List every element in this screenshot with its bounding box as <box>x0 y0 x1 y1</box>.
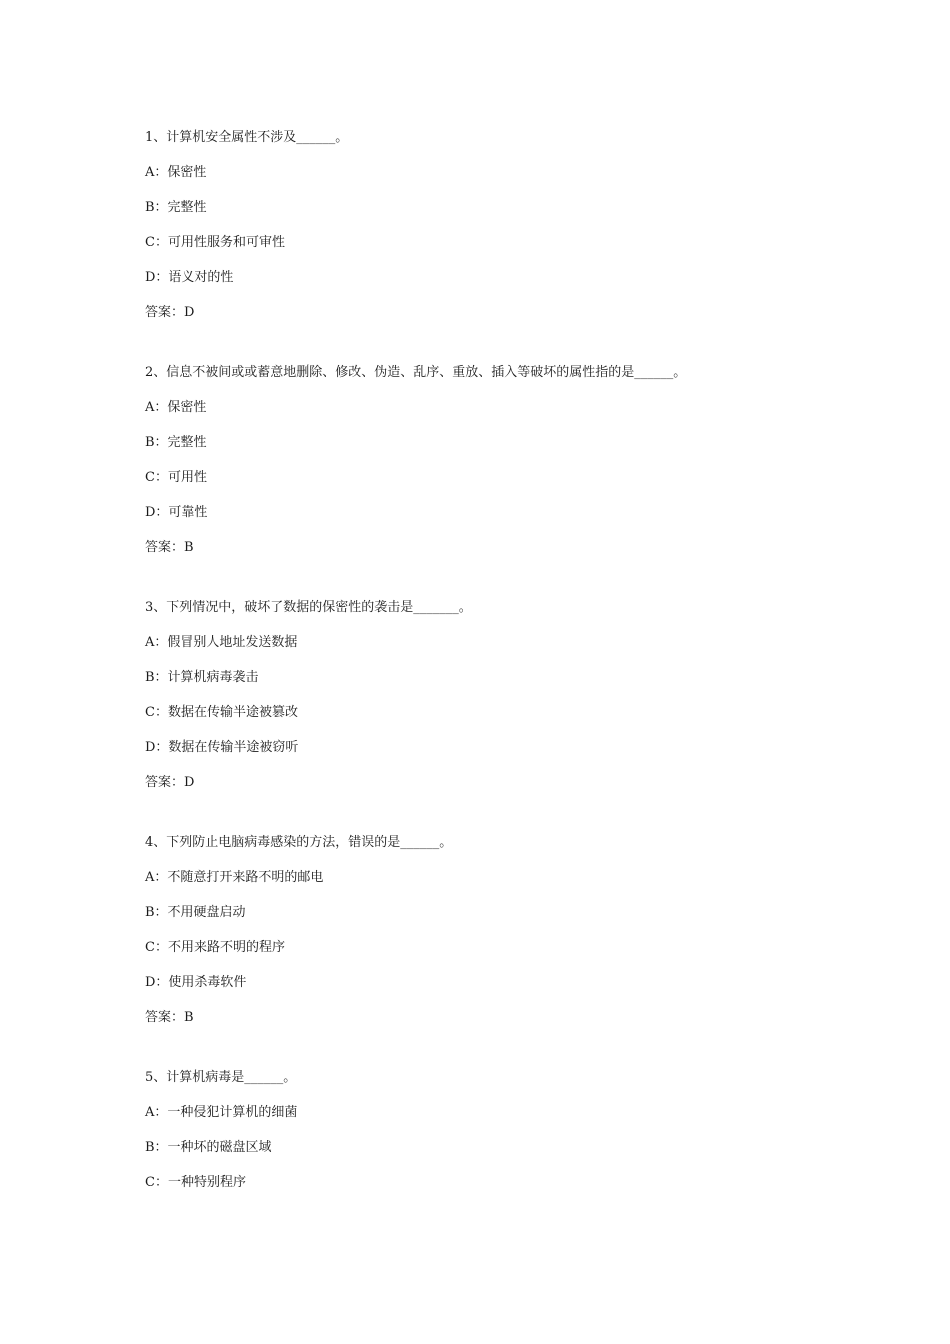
answer: 答案：B <box>145 540 194 555</box>
question-1 <box>145 124 845 334</box>
question-4 <box>145 829 845 1039</box>
question-5 <box>145 1064 845 1204</box>
option-c: C：可用性服务和可审性 <box>145 235 285 250</box>
option-d: D：可靠性 <box>145 505 208 520</box>
document-page <box>145 124 845 1229</box>
option-c: C：一种特别程序 <box>145 1175 246 1190</box>
question-3 <box>145 594 845 804</box>
question-2 <box>145 359 845 569</box>
answer: 答案：B <box>145 1010 194 1025</box>
option-d: D：数据在传输半途被窃听 <box>145 740 299 755</box>
answer: 答案：D <box>145 775 195 790</box>
question-stem: 3、下列情况中，破坏了数据的保密性的袭击是_______。 <box>145 600 472 615</box>
option-b: B：完整性 <box>145 200 207 215</box>
option-a: A：一种侵犯计算机的细菌 <box>145 1105 298 1120</box>
question-stem: 1、计算机安全属性不涉及______。 <box>145 130 349 145</box>
option-b: B：一种坏的磁盘区域 <box>145 1140 272 1155</box>
option-b: B：完整性 <box>145 435 207 450</box>
option-c: C：可用性 <box>145 470 207 485</box>
option-c: C：不用来路不明的程序 <box>145 940 285 955</box>
option-d: D：语义对的性 <box>145 270 234 285</box>
option-a: A：假冒别人地址发送数据 <box>145 635 298 650</box>
option-c: C：数据在传输半途被篡改 <box>145 705 298 720</box>
option-d: D：使用杀毒软件 <box>145 975 247 990</box>
question-stem: 5、计算机病毒是______。 <box>145 1070 297 1085</box>
option-a: A：不随意打开来路不明的邮电 <box>145 870 324 885</box>
option-b: B：不用硬盘启动 <box>145 905 246 920</box>
option-b: B：计算机病毒袭击 <box>145 670 259 685</box>
answer: 答案：D <box>145 305 195 320</box>
question-stem: 4、下列防止电脑病毒感染的方法，错误的是______。 <box>145 835 453 850</box>
option-a: A：保密性 <box>145 400 207 415</box>
question-stem: 2、信息不被间或或蓄意地删除、修改、伪造、乱序、重放、插入等破坏的属性指的是______。 <box>145 365 687 380</box>
option-a: A：保密性 <box>145 165 207 180</box>
